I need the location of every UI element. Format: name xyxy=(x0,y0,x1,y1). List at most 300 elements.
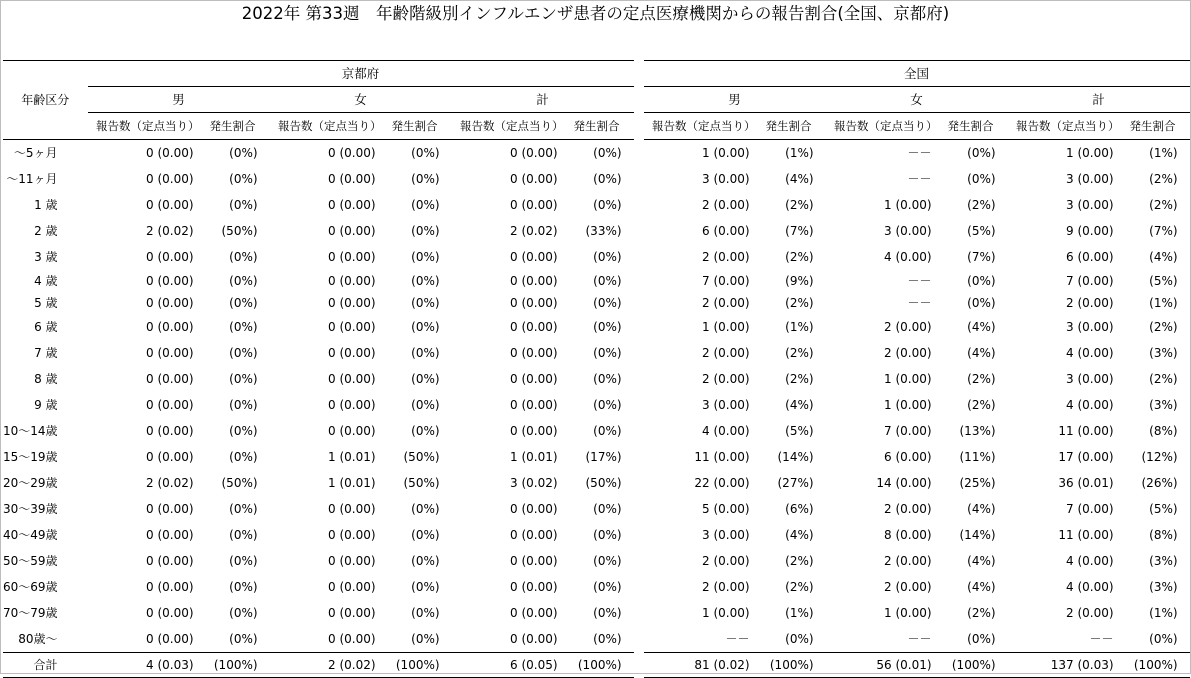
count-cell: 0 (0.00) xyxy=(328,502,376,516)
count-cell: 3 (0.00) xyxy=(1066,372,1114,386)
rate-cell: (0%) xyxy=(593,274,622,288)
count-cell: 0 (0.00) xyxy=(510,372,558,386)
count-cell: 0 (0.00) xyxy=(510,274,558,288)
rate-cell: (0%) xyxy=(593,296,622,310)
count-cell: 17 (0.00) xyxy=(1058,450,1114,464)
national-female-rate-header: 発生割合 xyxy=(946,113,1008,140)
count-cell: 3 (0.00) xyxy=(1066,320,1114,334)
count-cell: 4 (0.00) xyxy=(702,424,750,438)
national-female-count-header: 報告数（定点当り） xyxy=(826,113,946,140)
count-cell: 2 (0.02) xyxy=(146,476,194,490)
rate-cell: (50%) xyxy=(585,476,622,490)
rate-cell: (12%) xyxy=(1141,450,1178,464)
count-cell: 22 (0.00) xyxy=(694,476,750,490)
count-cell: 0 (0.00) xyxy=(510,528,558,542)
count-cell: 0 (0.00) xyxy=(328,320,376,334)
count-cell: 2 (0.02) xyxy=(510,224,558,238)
count-cell: 0 (0.00) xyxy=(510,398,558,412)
age-cell: 20～29歳 xyxy=(3,476,58,490)
rate-cell: (0%) xyxy=(967,172,996,186)
count-cell: 0 (0.00) xyxy=(510,424,558,438)
rate-cell: (0%) xyxy=(1149,632,1178,646)
rate-cell: (0%) xyxy=(411,346,440,360)
count-cell: 2 (0.00) xyxy=(1066,296,1114,310)
table-row xyxy=(3,366,1190,392)
rate-cell: (2%) xyxy=(785,296,814,310)
count-cell: 2 (0.00) xyxy=(884,320,932,334)
count-cell: 0 (0.00) xyxy=(510,502,558,516)
rate-cell: (7%) xyxy=(967,250,996,264)
rate-cell: (2%) xyxy=(785,346,814,360)
national-total-rate-header: 発生割合 xyxy=(1128,113,1190,140)
table-row xyxy=(3,600,1190,626)
count-cell: 0 (0.00) xyxy=(146,632,194,646)
age-cell: ～5ヶ月 xyxy=(13,146,58,160)
rate-cell: (100%) xyxy=(1128,653,1190,678)
count-cell: 7 (0.00) xyxy=(1066,274,1114,288)
rate-cell: (0%) xyxy=(229,398,258,412)
rate-cell: (0%) xyxy=(411,274,440,288)
rate-cell: (0%) xyxy=(593,606,622,620)
rate-cell: (1%) xyxy=(785,320,814,334)
count-cell: 0 (0.00) xyxy=(510,172,558,186)
rate-cell: (3%) xyxy=(1149,580,1178,594)
count-cell: 0 (0.00) xyxy=(510,320,558,334)
rate-cell: (2%) xyxy=(785,580,814,594)
rate-cell: (14%) xyxy=(959,528,996,542)
rate-cell: (17%) xyxy=(585,450,622,464)
count-cell: 2 (0.00) xyxy=(702,296,750,310)
count-cell: 0 (0.00) xyxy=(146,606,194,620)
rate-cell: (0%) xyxy=(411,632,440,646)
count-cell: 2 (0.00) xyxy=(702,346,750,360)
count-cell: 2 (0.00) xyxy=(884,502,932,516)
count-cell: －－ xyxy=(907,146,932,160)
table-row xyxy=(3,314,1190,340)
rate-cell: (0%) xyxy=(593,346,622,360)
national-total-count-header: 報告数（定点当り） xyxy=(1008,113,1128,140)
count-cell: 14 (0.00) xyxy=(876,476,932,490)
rate-cell: (0%) xyxy=(593,502,622,516)
count-cell: 0 (0.00) xyxy=(146,554,194,568)
count-cell: 3 (0.00) xyxy=(1066,172,1114,186)
count-cell: 0 (0.00) xyxy=(328,198,376,212)
rate-cell: (0%) xyxy=(411,296,440,310)
rate-cell: (0%) xyxy=(229,424,258,438)
count-cell: 4 (0.03) xyxy=(88,653,208,678)
count-cell: －－ xyxy=(907,274,932,288)
age-cell: 4 歳 xyxy=(34,274,58,288)
rate-cell: (2%) xyxy=(967,398,996,412)
rate-cell: (0%) xyxy=(411,224,440,238)
rate-cell: (2%) xyxy=(785,372,814,386)
age-cell: 60～69歳 xyxy=(3,580,58,594)
rate-cell: (5%) xyxy=(1149,502,1178,516)
rate-cell: (0%) xyxy=(411,372,440,386)
count-cell: 0 (0.00) xyxy=(510,198,558,212)
count-cell: 0 (0.00) xyxy=(146,528,194,542)
rate-cell: (5%) xyxy=(967,224,996,238)
count-cell: 81 (0.02) xyxy=(644,653,764,678)
count-cell: 1 (0.01) xyxy=(328,476,376,490)
count-cell: 0 (0.00) xyxy=(328,296,376,310)
rate-cell: (33%) xyxy=(585,224,622,238)
table-row xyxy=(3,140,1190,167)
rate-cell: (0%) xyxy=(593,250,622,264)
rate-cell: (2%) xyxy=(785,554,814,568)
rate-cell: (25%) xyxy=(959,476,996,490)
rate-cell: (100%) xyxy=(572,653,634,678)
rate-cell: (4%) xyxy=(967,346,996,360)
rate-cell: (2%) xyxy=(1149,372,1178,386)
count-cell: 0 (0.00) xyxy=(146,198,194,212)
age-cell: 70～79歳 xyxy=(3,606,58,620)
count-cell: 0 (0.00) xyxy=(146,320,194,334)
count-cell: 7 (0.00) xyxy=(702,274,750,288)
table-row xyxy=(3,244,1190,270)
rate-cell: (0%) xyxy=(411,172,440,186)
count-cell: 0 (0.00) xyxy=(146,274,194,288)
table-row xyxy=(3,470,1190,496)
count-cell: 3 (0.00) xyxy=(702,398,750,412)
count-cell: 4 (0.00) xyxy=(1066,580,1114,594)
kyoto-female-header: 女 xyxy=(270,87,452,113)
rate-cell: (100%) xyxy=(390,653,452,678)
national-header: 全国 xyxy=(644,61,1190,87)
count-cell: 2 (0.02) xyxy=(146,224,194,238)
count-cell: 11 (0.00) xyxy=(1058,528,1114,542)
age-cell: 8 歳 xyxy=(34,372,58,386)
count-cell: 1 (0.01) xyxy=(510,450,558,464)
rate-cell: (5%) xyxy=(1149,274,1178,288)
count-cell: 0 (0.00) xyxy=(510,250,558,264)
age-cell: 5 歳 xyxy=(34,296,58,310)
count-cell: 3 (0.00) xyxy=(1066,198,1114,212)
rate-cell: (2%) xyxy=(967,606,996,620)
rate-cell: (0%) xyxy=(229,250,258,264)
kyoto-total-rate-header: 発生割合 xyxy=(572,113,634,140)
table-row xyxy=(3,166,1190,192)
count-cell: 1 (0.00) xyxy=(884,372,932,386)
count-cell: 3 (0.00) xyxy=(884,224,932,238)
table-row xyxy=(3,626,1190,653)
count-cell: 2 (0.02) xyxy=(270,653,390,678)
count-cell: 0 (0.00) xyxy=(328,346,376,360)
table-row xyxy=(3,444,1190,470)
rate-cell: (4%) xyxy=(967,502,996,516)
count-cell: 1 (0.00) xyxy=(702,606,750,620)
rate-cell: (0%) xyxy=(967,632,996,646)
count-cell: 0 (0.00) xyxy=(328,606,376,620)
count-cell: 2 (0.00) xyxy=(884,346,932,360)
rate-cell: (8%) xyxy=(1149,528,1178,542)
count-cell: 0 (0.00) xyxy=(146,502,194,516)
age-cell: 9 歳 xyxy=(34,398,58,412)
count-cell: 0 (0.00) xyxy=(510,554,558,568)
rate-cell: (0%) xyxy=(411,146,440,160)
count-cell: 0 (0.00) xyxy=(146,398,194,412)
count-cell: 0 (0.00) xyxy=(146,372,194,386)
rate-cell: (3%) xyxy=(1149,346,1178,360)
count-cell: 4 (0.00) xyxy=(1066,346,1114,360)
count-cell: 0 (0.00) xyxy=(146,424,194,438)
rate-cell: (100%) xyxy=(946,653,1008,678)
rate-cell: (0%) xyxy=(229,346,258,360)
count-cell: 1 (0.00) xyxy=(884,398,932,412)
age-cell: ～11ヶ月 xyxy=(6,172,58,186)
count-cell: 0 (0.00) xyxy=(510,606,558,620)
kyoto-female-count-header: 報告数（定点当り） xyxy=(270,113,390,140)
national-female-header: 女 xyxy=(826,87,1008,113)
rate-cell: (0%) xyxy=(593,554,622,568)
count-cell: 0 (0.00) xyxy=(328,224,376,238)
rate-cell: (0%) xyxy=(593,424,622,438)
count-cell: 0 (0.00) xyxy=(146,296,194,310)
rate-cell: (0%) xyxy=(967,274,996,288)
rate-cell: (13%) xyxy=(959,424,996,438)
national-male-rate-header: 発生割合 xyxy=(764,113,826,140)
national-male-count-header: 報告数（定点当り） xyxy=(644,113,764,140)
rate-cell: (0%) xyxy=(411,320,440,334)
age-cell: 2 歳 xyxy=(34,224,58,238)
count-cell: 0 (0.00) xyxy=(146,146,194,160)
count-cell: 0 (0.00) xyxy=(328,372,376,386)
rate-cell: (0%) xyxy=(593,398,622,412)
count-cell: 9 (0.00) xyxy=(1066,224,1114,238)
kyoto-header: 京都府 xyxy=(88,61,634,87)
age-cell: 10～14歳 xyxy=(3,424,58,438)
kyoto-male-count-header: 報告数（定点当り） xyxy=(88,113,208,140)
age-cell: 15～19歳 xyxy=(3,450,58,464)
table-row xyxy=(3,340,1190,366)
age-cell: 6 歳 xyxy=(34,320,58,334)
age-cell: 1 歳 xyxy=(34,198,58,212)
table-row xyxy=(3,270,1190,292)
age-cell: 50～59歳 xyxy=(3,554,58,568)
count-cell: 5 (0.00) xyxy=(702,502,750,516)
count-cell: 0 (0.00) xyxy=(510,632,558,646)
kyoto-total-header: 計 xyxy=(452,87,634,113)
table-container xyxy=(3,60,1190,678)
rate-cell: (0%) xyxy=(229,198,258,212)
rate-cell: (0%) xyxy=(593,372,622,386)
rate-cell: (4%) xyxy=(1149,250,1178,264)
rate-cell: (0%) xyxy=(229,320,258,334)
rate-cell: (50%) xyxy=(221,476,258,490)
table-row xyxy=(3,418,1190,444)
rate-cell: (9%) xyxy=(785,274,814,288)
age-cell: 3 歳 xyxy=(34,250,58,264)
rate-cell: (0%) xyxy=(411,398,440,412)
count-cell: －－ xyxy=(907,632,932,646)
rate-cell: (0%) xyxy=(229,606,258,620)
count-cell: 1 (0.00) xyxy=(884,198,932,212)
kyoto-female-rate-header: 発生割合 xyxy=(390,113,452,140)
rate-cell: (0%) xyxy=(593,172,622,186)
rate-cell: (2%) xyxy=(967,198,996,212)
count-cell: 0 (0.00) xyxy=(328,580,376,594)
rate-cell: (4%) xyxy=(785,528,814,542)
count-cell: 0 (0.00) xyxy=(328,250,376,264)
age-header: 年齢区分 xyxy=(3,61,88,140)
rate-cell: (1%) xyxy=(1149,296,1178,310)
count-cell: 0 (0.00) xyxy=(328,554,376,568)
count-cell: 7 (0.00) xyxy=(884,424,932,438)
count-cell: －－ xyxy=(907,172,932,186)
rate-cell: (100%) xyxy=(208,653,270,678)
age-cell: 7 歳 xyxy=(34,346,58,360)
count-cell: 0 (0.00) xyxy=(328,528,376,542)
age-cell: 30～39歳 xyxy=(3,502,58,516)
count-cell: 3 (0.00) xyxy=(702,528,750,542)
report-title: 2022年 第33週 年齢階級別インフルエンザ患者の定点医療機関からの報告割合(全国、京都府) xyxy=(241,4,950,23)
count-cell: 1 (0.00) xyxy=(1066,146,1114,160)
rate-cell: (0%) xyxy=(593,198,622,212)
kyoto-male-header: 男 xyxy=(88,87,270,113)
count-cell: 2 (0.00) xyxy=(1066,606,1114,620)
kyoto-male-rate-header: 発生割合 xyxy=(208,113,270,140)
rate-cell: (1%) xyxy=(1149,146,1178,160)
count-cell: 56 (0.01) xyxy=(826,653,946,678)
count-cell: 7 (0.00) xyxy=(1066,502,1114,516)
count-cell: 6 (0.05) xyxy=(452,653,572,678)
rate-cell: (0%) xyxy=(229,554,258,568)
table-row xyxy=(3,522,1190,548)
count-cell: 11 (0.00) xyxy=(1058,424,1114,438)
table-row xyxy=(3,548,1190,574)
count-cell: －－ xyxy=(725,632,750,646)
count-cell: 1 (0.00) xyxy=(702,320,750,334)
rate-cell: (0%) xyxy=(593,632,622,646)
count-cell: 6 (0.00) xyxy=(702,224,750,238)
count-cell: 0 (0.00) xyxy=(328,172,376,186)
count-cell: 4 (0.00) xyxy=(1066,554,1114,568)
rate-cell: (2%) xyxy=(785,250,814,264)
count-cell: 4 (0.00) xyxy=(884,250,932,264)
rate-cell: (26%) xyxy=(1141,476,1178,490)
age-cell: 合計 xyxy=(3,653,88,678)
rate-cell: (0%) xyxy=(593,528,622,542)
rate-cell: (2%) xyxy=(785,198,814,212)
rate-cell: (27%) xyxy=(777,476,814,490)
rate-cell: (0%) xyxy=(593,146,622,160)
rate-cell: (2%) xyxy=(1149,172,1178,186)
rate-cell: (0%) xyxy=(229,146,258,160)
rate-cell: (3%) xyxy=(1149,398,1178,412)
rate-cell: (4%) xyxy=(785,398,814,412)
rate-cell: (1%) xyxy=(1149,606,1178,620)
count-cell: 3 (0.02) xyxy=(510,476,558,490)
count-cell: 0 (0.00) xyxy=(328,274,376,288)
rate-cell: (100%) xyxy=(764,653,826,678)
rate-cell: (0%) xyxy=(785,632,814,646)
table-row xyxy=(3,392,1190,418)
count-cell: 2 (0.00) xyxy=(884,580,932,594)
rate-cell: (5%) xyxy=(785,424,814,438)
rate-cell: (0%) xyxy=(593,320,622,334)
rate-cell: (4%) xyxy=(967,580,996,594)
count-cell: 0 (0.00) xyxy=(146,580,194,594)
count-cell: 0 (0.00) xyxy=(146,250,194,264)
count-cell: 2 (0.00) xyxy=(702,580,750,594)
count-cell: 11 (0.00) xyxy=(694,450,750,464)
age-cell: 40～49歳 xyxy=(3,528,58,542)
count-cell: 0 (0.00) xyxy=(510,580,558,594)
rate-cell: (0%) xyxy=(229,502,258,516)
rate-cell: (6%) xyxy=(785,502,814,516)
rate-cell: (0%) xyxy=(411,502,440,516)
count-cell: 0 (0.00) xyxy=(510,296,558,310)
count-cell: 2 (0.00) xyxy=(702,250,750,264)
count-cell: 0 (0.00) xyxy=(328,146,376,160)
count-cell: 2 (0.00) xyxy=(702,372,750,386)
rate-cell: (0%) xyxy=(967,296,996,310)
rate-cell: (4%) xyxy=(967,320,996,334)
count-cell: 2 (0.00) xyxy=(702,554,750,568)
rate-cell: (1%) xyxy=(785,146,814,160)
rate-cell: (0%) xyxy=(411,528,440,542)
count-cell: 2 (0.00) xyxy=(884,554,932,568)
count-cell: 1 (0.01) xyxy=(328,450,376,464)
count-cell: 1 (0.00) xyxy=(702,146,750,160)
influenza-age-table xyxy=(3,60,1190,678)
count-cell: 6 (0.00) xyxy=(884,450,932,464)
rate-cell: (0%) xyxy=(229,632,258,646)
rate-cell: (14%) xyxy=(777,450,814,464)
rate-cell: (0%) xyxy=(229,274,258,288)
count-cell: 0 (0.00) xyxy=(510,146,558,160)
count-cell: 36 (0.01) xyxy=(1058,476,1114,490)
rate-cell: (7%) xyxy=(1149,224,1178,238)
rate-cell: (2%) xyxy=(1149,320,1178,334)
count-cell: 0 (0.00) xyxy=(146,346,194,360)
rate-cell: (0%) xyxy=(411,606,440,620)
count-cell: 3 (0.00) xyxy=(702,172,750,186)
rate-cell: (0%) xyxy=(229,172,258,186)
count-cell: －－ xyxy=(1089,632,1114,646)
count-cell: 0 (0.00) xyxy=(146,172,194,186)
rate-cell: (8%) xyxy=(1149,424,1178,438)
age-cell: 80歳～ xyxy=(18,632,58,646)
count-cell: 4 (0.00) xyxy=(1066,398,1114,412)
count-cell: 2 (0.00) xyxy=(702,198,750,212)
count-cell: 8 (0.00) xyxy=(884,528,932,542)
count-cell: 0 (0.00) xyxy=(328,632,376,646)
rate-cell: (0%) xyxy=(411,198,440,212)
rate-cell: (4%) xyxy=(785,172,814,186)
count-cell: 0 (0.00) xyxy=(510,346,558,360)
rate-cell: (0%) xyxy=(411,554,440,568)
count-cell: 1 (0.00) xyxy=(884,606,932,620)
national-total-header: 計 xyxy=(1008,87,1190,113)
rate-cell: (0%) xyxy=(411,580,440,594)
rate-cell: (0%) xyxy=(593,580,622,594)
count-cell: 137 (0.03) xyxy=(1008,653,1128,678)
count-cell: 6 (0.00) xyxy=(1066,250,1114,264)
table-row xyxy=(3,218,1190,244)
rate-cell: (11%) xyxy=(959,450,996,464)
rate-cell: (0%) xyxy=(229,372,258,386)
rate-cell: (0%) xyxy=(229,296,258,310)
table-row xyxy=(3,192,1190,218)
rate-cell: (3%) xyxy=(1149,554,1178,568)
rate-cell: (50%) xyxy=(221,224,258,238)
rate-cell: (2%) xyxy=(967,372,996,386)
rate-cell: (0%) xyxy=(411,424,440,438)
table-row xyxy=(3,496,1190,522)
table-row xyxy=(3,574,1190,600)
rate-cell: (7%) xyxy=(785,224,814,238)
